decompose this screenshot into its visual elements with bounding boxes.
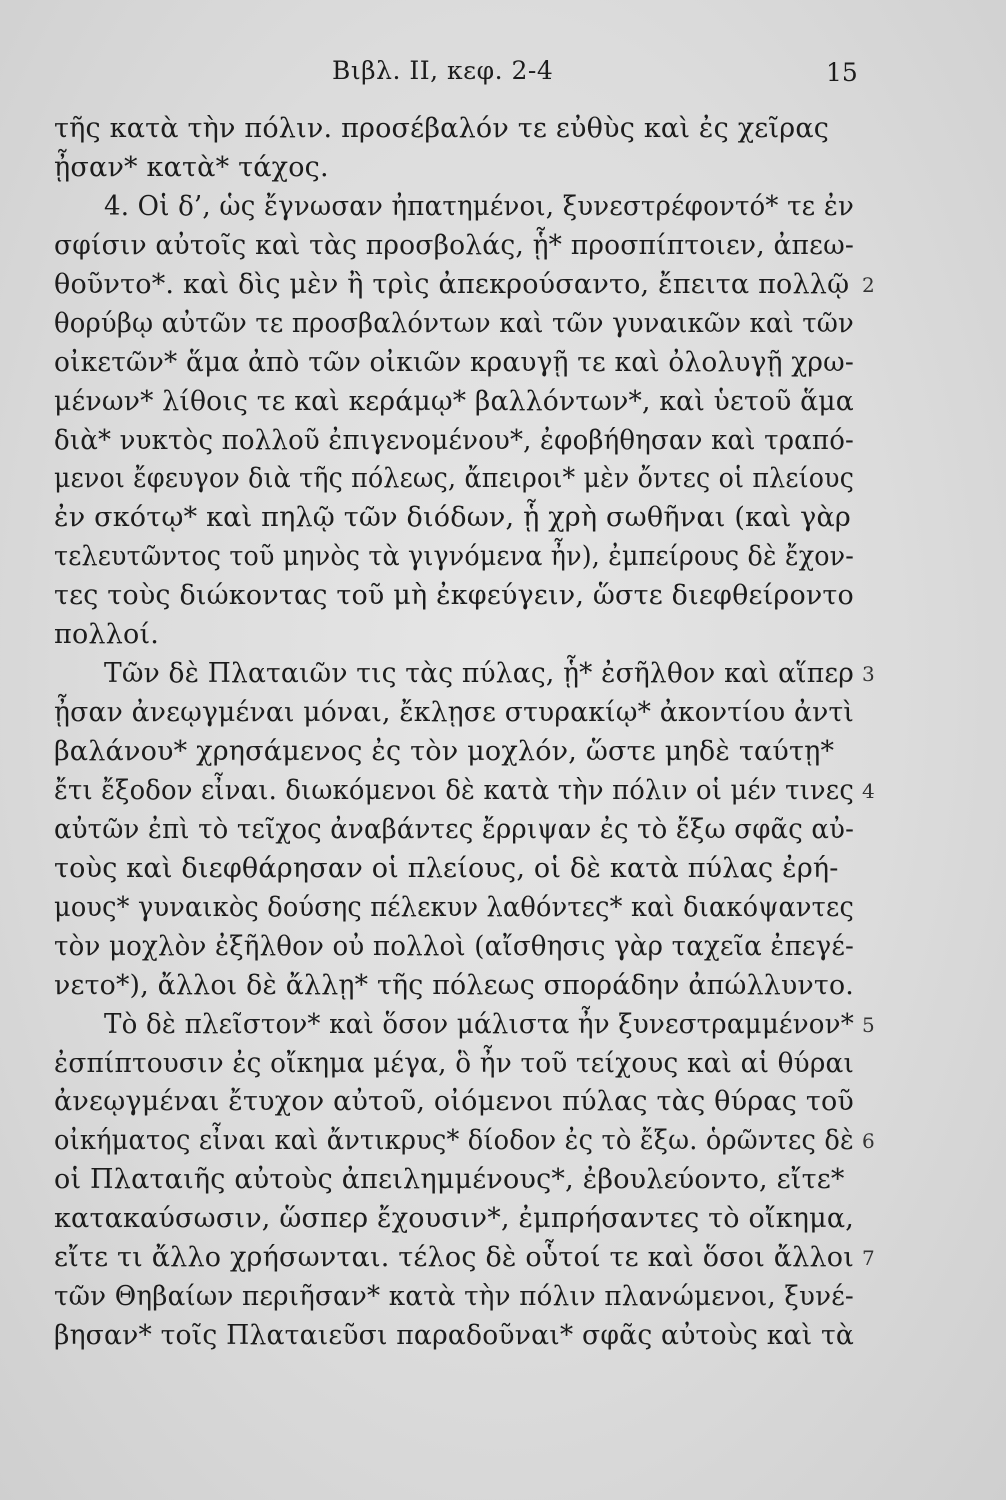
line-text: τὸν μοχλὸν ἐξῆλθον οὐ πολλοὶ (αἴσθησις γὰρ ταχεῖα ἐπεγέ- [54, 930, 855, 962]
line-text: βαλάνου* χρησάμενος ἐς τὸν μοχλόν, ὥστε μηδὲ ταύτῃ* [54, 736, 835, 767]
line-text: μους* γυναικὸς δούσης πέλεκυν λαθόντες* καὶ διακόψαντες [54, 891, 854, 923]
line-text: πολλοί. [54, 619, 160, 651]
line-text: τες τοὺς διώκοντας τοῦ μὴ ἐκφεύγειν, ὥστε διεφθείροντο [54, 580, 854, 612]
line-text: θοῦντο*. καὶ δὶς μὲν ἢ τρὶς ἀπεκρούσαντο, ἔπειτα πολλῷ [54, 268, 850, 300]
text-line [54, 889, 854, 928]
line-text: ἐν σκότῳ* καὶ πηλῷ τῶν διόδων, ᾗ χρὴ σωθῆναι (καὶ γὰρ [54, 502, 851, 534]
line-text: οἱ Πλαταιῆς αὐτοὺς ἀπειλημμένους*, ἐβουλεύοντο, εἴτε* [54, 1164, 845, 1196]
text-line [54, 1161, 854, 1200]
text-line [54, 266, 875, 305]
text-line [54, 538, 854, 577]
line-text: ἐσπίπτουσιν ἐς οἴκημα μέγα, ὃ ἦν τοῦ τείχους καὶ αἱ θύραι [54, 1047, 855, 1079]
line-text: ᾖσαν* κατὰ* τάχος. [54, 151, 329, 183]
text-line [54, 1122, 875, 1161]
text-line [54, 850, 854, 889]
text-line [54, 383, 854, 422]
text-line [54, 1045, 854, 1084]
line-text: οἰκήματος εἶναι καὶ ἄντικρυς* δίοδον ἐς τὸ ἔξω. ὁρῶντες δὲ [54, 1125, 854, 1157]
page-number: 15 [826, 58, 858, 87]
line-text: 4. Οἱ δ’, ὡς ἔγνωσαν ἠπατημένοι, ξυνεστρέφοντό* τε ἐν [104, 190, 855, 222]
text-line [54, 110, 854, 149]
header-title: Βιβλ. ΙΙ, κεφ. 2-4 [332, 56, 554, 85]
section-number: 5 [862, 1012, 875, 1037]
text-line [54, 227, 854, 266]
text-line [54, 305, 854, 344]
line-text: ἀνεῳγμέναι ἔτυχον αὐτοῦ, οἰόμενοι πύλας τὰς θύρας τοῦ [54, 1086, 855, 1118]
line-text: οἰκετῶν* ἅμα ἀπὸ τῶν οἰκιῶν κραυγῇ τε καὶ ὀλολυγῇ χρω- [54, 346, 854, 378]
body-text [54, 110, 875, 1356]
text-line [54, 811, 854, 850]
line-text: τοὺς καὶ διεφθάρησαν οἱ πλείους, οἱ δὲ κατὰ πύλας ἐρή- [54, 852, 839, 884]
line-text: εἴτε τι ἄλλο χρήσωνται. τέλος δὲ οὗτοί τε καὶ ὅσοι ἄλλοι [54, 1242, 855, 1274]
line-text: βησαν* τοῖς Πλαταιεῦσι παραδοῦναι* σφᾶς αὐτοὺς καὶ τὰ [54, 1320, 855, 1352]
text-line [54, 733, 854, 772]
line-text: μενοι ἔφευγον διὰ τῆς πόλεως, ἄπειροι* μὲν ὄντες οἱ πλείους [54, 463, 855, 495]
line-text: αὐτῶν ἐπὶ τὸ τεῖχος ἀναβάντες ἔρριψαν ἐς τὸ ἔξω σφᾶς αὐ- [54, 813, 855, 845]
text-line [54, 149, 854, 188]
line-text: ἔτι ἔξοδον εἶναι. διωκόμενοι δὲ κατὰ τὴν πόλιν οἱ μέν τινες [54, 774, 854, 806]
section-number: 4 [862, 778, 875, 803]
line-text: τελευτῶντος τοῦ μηνὸς τὰ γιγνόμενα ἦν), ἐμπείρους δὲ ἔχον- [54, 541, 854, 573]
line-text: κατακαύσωσιν, ὥσπερ ἔχουσιν*, ἐμπρήσαντες τὸ οἴκημα, [54, 1203, 855, 1235]
text-line [54, 928, 854, 967]
line-text: τῶν Θηβαίων περιῆσαν* κατὰ τὴν πόλιν πλανώμενοι, ξυνέ- [54, 1281, 854, 1313]
section-number: 7 [862, 1246, 875, 1271]
text-line [54, 1239, 875, 1278]
line-text: τῆς κατὰ τὴν πόλιν. προσέβαλόν τε εὐθὺς καὶ ἐς χεῖρας [54, 113, 830, 144]
line-text: διὰ* νυκτὸς πολλοῦ ἐπιγενομένου*, ἐφοβήθησαν καὶ τραπό- [54, 424, 855, 456]
text-line [54, 344, 854, 383]
section-number: 3 [862, 662, 875, 687]
section-number: 2 [862, 272, 875, 297]
text-line [54, 422, 854, 461]
text-line [54, 1278, 854, 1317]
text-line [54, 577, 854, 616]
text-line [54, 772, 875, 811]
line-text: μένων* λίθοις τε καὶ κεράμῳ* βαλλόντων*, καὶ ὑετοῦ ἅμα [54, 385, 854, 417]
line-text: σφίσιν αὐτοῖς καὶ τὰς προσβολάς, ᾗ* προσπίπτοιεν, ἀπεω- [54, 229, 855, 261]
text-line [54, 1006, 875, 1045]
text-line [54, 460, 854, 499]
text-line [54, 655, 875, 694]
text-line [54, 1317, 854, 1356]
line-text: νετο*), ἄλλοι δὲ ἄλλῃ* τῆς πόλεως σποράδην ἀπώλλυντο. [54, 969, 855, 1001]
text-line [54, 694, 854, 733]
text-line [54, 188, 854, 227]
text-line [54, 1200, 854, 1239]
section-number: 6 [862, 1129, 875, 1154]
running-head [0, 56, 1006, 92]
line-text: ᾖσαν ἀνεῳγμέναι μόναι, ἔκλῃσε στυρακίῳ* ἀκοντίου ἀντὶ [54, 697, 855, 729]
text-line [54, 616, 854, 655]
line-text: Τὸ δὲ πλεῖστον* καὶ ὅσον μάλιστα ἦν ξυνεστραμμένον* [104, 1008, 854, 1040]
text-line [54, 499, 854, 538]
line-text: θορύβῳ αὐτῶν τε προσβαλόντων καὶ τῶν γυναικῶν καὶ τῶν [54, 307, 854, 339]
text-line [54, 1083, 854, 1122]
line-text: Τῶν δὲ Πλαταιῶν τις τὰς πύλας, ᾗ* ἐσῆλθον καὶ αἵπερ [104, 658, 855, 690]
text-line [54, 967, 854, 1006]
